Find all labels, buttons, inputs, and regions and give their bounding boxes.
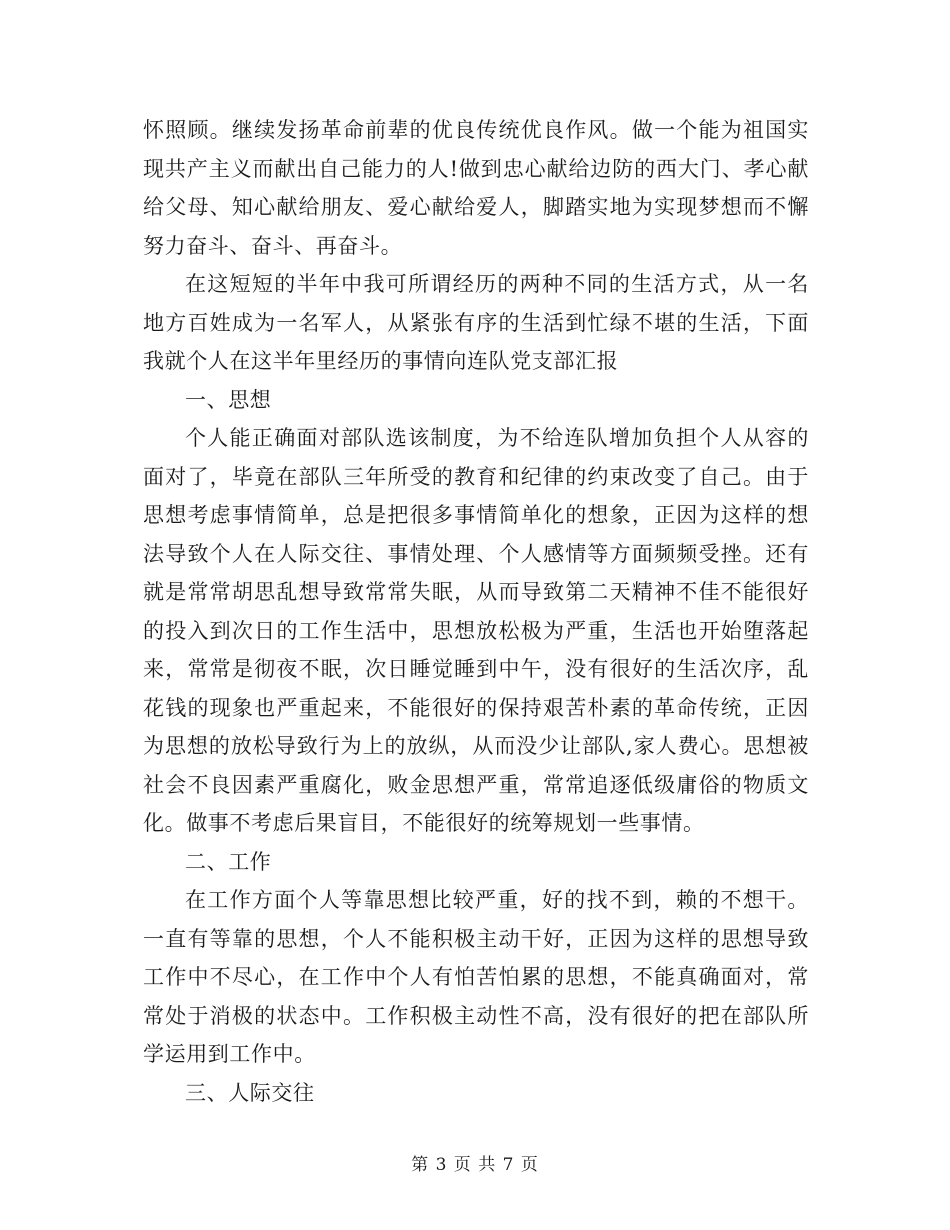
page-number-footer: 第 3 页 共 7 页 [411,1155,539,1175]
paragraph-thought: 个人能正确面对部队选该制度，为不给连队增加负担个人从容的面对了，毕竟在部队三年所受的教育和纪律的约束改变了自己。由于思想考虑事情简单，总是把很多事情简单化的想象，正因为这样的想法导致个人在人际交往、事情处理、个人感情等方面频频受挫。还有就是常常胡思乱想导致常常失眠，从而导致第二天精神不佳不能很好的投入到次日的工作生活中，思想放松极为严重，生活也开始堕落起来，常常是彻夜不眠，次日睡觉睡到中午，没有很好的生活次序，乱花钱的现象也严重起来，不能很好的保持艰苦朴素的革命传统，正因为思想的放松导致行为上的放纵，从而没少让部队,家人费心。思想被社会不良因素严重腐化，败金思想严重，常常追逐低级庸俗的物质文化。做事不考虑后果盲目，不能很好的统筹规划一些事情。 [143,426,809,835]
section-heading-work: 二、工作 [185,849,272,874]
section-heading-thought: 一、思想 [185,387,272,412]
paragraph-intro: 在这短短的半年中我可所谓经历的两种不同的生活方式，从一名地方百姓成为一名军人，从紧张有序的生活到忙绿不堪的生活，下面我就个人在这半年里经历的事情向连队党支部汇报 [143,272,809,373]
paragraph-work: 在工作方面个人等靠思想比较严重，好的找不到，赖的不想干。一直有等靠的思想，个人不能积极主动干好，正因为这样的思想导致工作中不尽心，在工作中个人有怕苦怕累的思想，不能真确面对，常常处于消极的状态中。工作积极主动性不高，没有很好的把在部队所学运用到工作中。 [143,888,809,1066]
section-heading-relations: 三、人际交往 [185,1080,315,1105]
paragraph-continued: 怀照顾。继续发扬革命前辈的优良传统优良作风。做一个能为祖国实现共产主义而献出自己能力的人!做到忠心献给边防的西大门、孝心献给父母、知心献给朋友、爱心献给爱人，脚踏实地为实现梦想而不懈努力奋斗、奋斗、再奋斗。 [143,118,809,258]
document-body [143,111,809,1112]
